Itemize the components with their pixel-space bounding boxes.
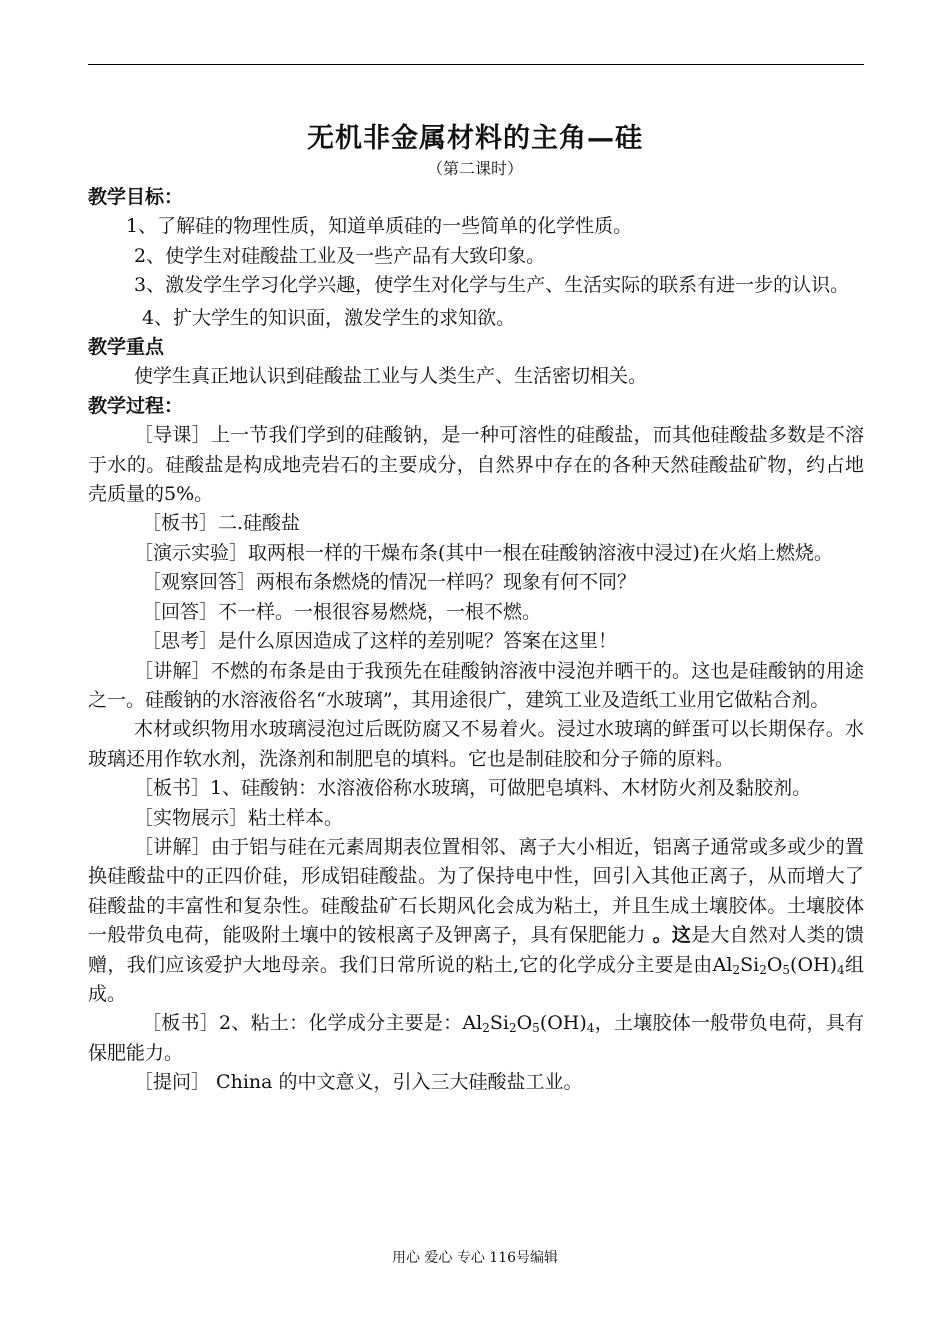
explain-2-mark: 。 <box>645 924 672 947</box>
paragraph-intro: ［导课］上一节我们学到的硅酸钠，是一种可溶性的硅酸盐，而其他硅酸盐多数是不溶于水的。硅酸盐是构成地壳岩石的主要成分，自然界中存在的各种天然硅酸盐矿物，约占地壳质量的5%。 <box>88 424 864 506</box>
paragraph-answer: ［回答］不一样。一根很容易燃烧，一根不燃。 <box>142 600 542 623</box>
paragraph-demo: ［演示实验］取两根一样的干燥布条(其中一根在硅酸钠溶液中浸过)在火焰上燃烧。 <box>134 541 833 564</box>
explain-2-main: ［讲解］由于铝与硅在元素周期表位置相邻、离子大小相近，铝离子通常或多或少的置换硅酸盐中的正四价硅，形成铝硅酸盐。为了保持电中性，回引入其他正离子，从而增大了硅酸盐的丰富性和复杂性。硅酸盐矿石长期风化会成为粘土，并且生成土壤胶体。土壤胶体一般带负电荷，能吸附土壤中的铵根离子及钾离子，具有保肥能力 <box>88 835 864 947</box>
document-title: 无机非金属材料的主角—硅 <box>307 123 643 154</box>
paragraph-question: ［提问］ China 的中文意义，引入三大硅酸盐工业。 <box>134 1071 583 1094</box>
page-footer: 用心 爱心 专心 116号编辑 <box>391 1250 559 1266</box>
objectives-heading: 教学目标： <box>88 186 184 208</box>
paragraph-observe: ［观察回答］两根布条燃烧的情况一样吗？现象有何不同？ <box>142 571 637 594</box>
objective-item-4: 4、扩大学生的知识面，激发学生的求知欲。 <box>142 306 516 329</box>
paragraph-think: ［思考］是什么原因造成了这样的差别呢？答案在这里！ <box>142 630 618 653</box>
objective-item-1: 1、了解硅的物理性质，知道单质硅的一些简单的化学性质。 <box>126 215 633 238</box>
objective-item-3: 3、激发学生学习化学兴趣，使学生对化学与生产、生活实际的联系有进一步的认识。 <box>134 274 850 297</box>
paragraph-show: ［实物展示］粘土样本。 <box>134 806 344 829</box>
keypoint-heading: 教学重点 <box>88 336 165 359</box>
explain-2-bold: 这 <box>671 924 692 947</box>
explain-2-end: 组成。 <box>88 953 864 1005</box>
paragraph-explain-2 <box>88 833 864 1009</box>
process-heading: 教学过程： <box>88 394 184 417</box>
paragraph-board-2: ［板书］1、硅酸钠：水溶液俗称水玻璃，可做肥皂填料、木材防火剂及黏胶剂。 <box>134 777 812 800</box>
header-rule <box>88 64 864 65</box>
objective-item-2: 2、使学生对硅酸盐工业及一些产品有大致印象。 <box>134 244 546 267</box>
chemical-formula: $Al_2Si_2O_5(OH)_4$ <box>462 1012 595 1036</box>
keypoint-text: 使学生真正地认识到硅酸盐工业与人类生产、生活密切相关。 <box>134 365 648 388</box>
document-subtitle: （第二课时） <box>426 159 523 178</box>
paragraph-explain-1: ［讲解］不燃的布条是由于我预先在硅酸钠溶液中浸泡并晒干的。这也是硅酸钠的用途之一。硅酸钠的水溶液俗名“水玻璃”，其用途很广，建筑工业及造纸工业用它做粘合剂。 <box>88 659 864 711</box>
explain-2-rest: 是大自然对人类的馈赠，我们应该爱护大地母亲。我们日常所说的粘土,它的化学成分主要是由 <box>88 924 864 976</box>
paragraph-board-1: ［板书］二.硅酸盐 <box>142 512 301 535</box>
document-body <box>88 183 864 1098</box>
chemical-formula: $Al_2Si_2O_5(OH)_4$ <box>712 953 845 977</box>
paragraph-explain-1b: 木材或织物用水玻璃浸泡过后既防腐又不易着火。浸过水玻璃的鲜蛋可以长期保存。水玻璃还用作软水剂，洗涤剂和制肥皂的填料。它也是制硅胶和分子筛的原料。 <box>88 718 864 770</box>
paragraph-board-3: ［板书］2、粘土：化学成分主要是：$Al_2Si_2O_5(OH)_4$，土壤胶体一般带负电荷，具有保肥能力。 <box>88 1012 864 1064</box>
